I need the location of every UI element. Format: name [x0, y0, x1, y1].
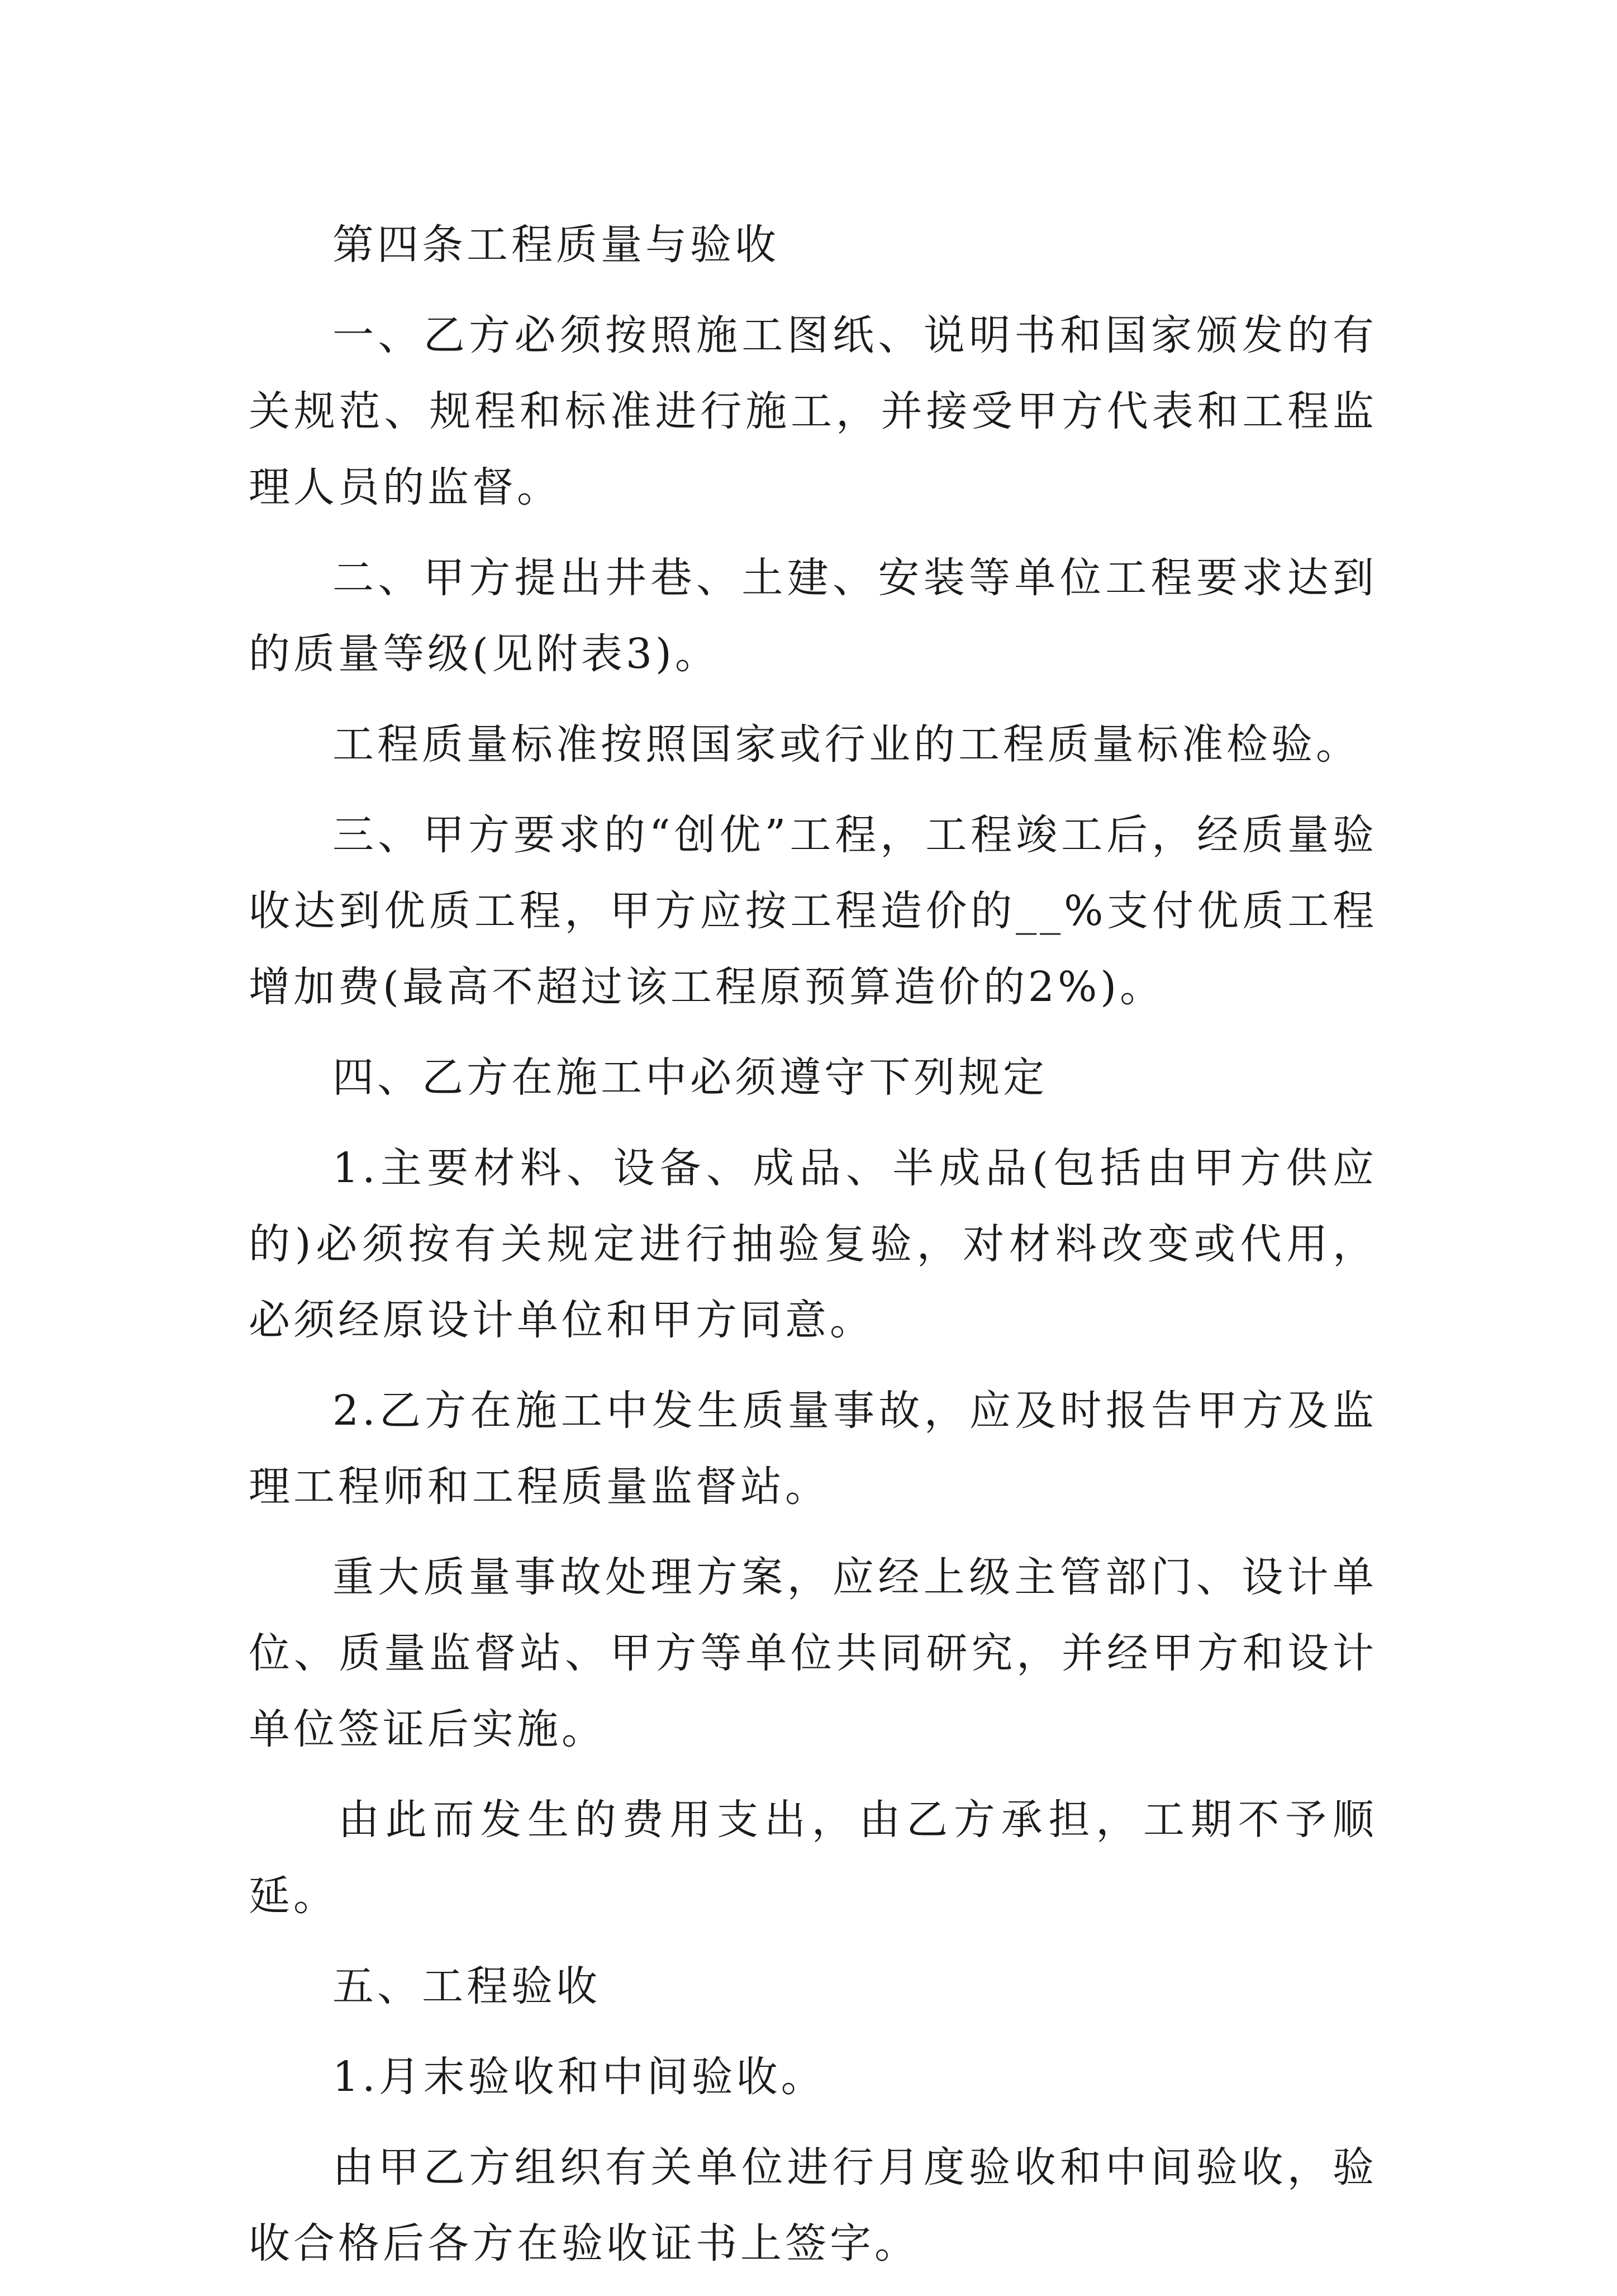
paragraph: 1.月末验收和中间验收。	[332, 2053, 826, 2101]
paragraph: 四、乙方在施工中必须遵守下列规定	[332, 1054, 1048, 1102]
paragraph: 由此而发生的费用支出，由乙方承担，工期不予顺延。	[249, 1796, 1377, 1920]
paragraph: 三、甲方要求的“创优”工程，工程竣工后，经质量验收达到优质工程，甲方应按工程造价的__%支付优质工程增加费(最高不超过该工程原预算造价的2%)。	[249, 811, 1377, 1011]
paragraph: 一、乙方必须按照施工图纸、说明书和国家颁发的有关规范、规程和标准进行施工，并接受甲方代表和工程监理人员的监督。	[249, 311, 1377, 511]
document-body	[249, 207, 1377, 2296]
section-heading: 第四条工程质量与验收	[332, 221, 779, 269]
paragraph: 1.主要材料、设备、成品、半成品(包括由甲方供应的)必须按有关规定进行抽验复验，对材料改变或代用，必须经原设计单位和甲方同意。	[249, 1144, 1377, 1344]
paragraph: 工程质量标准按照国家或行业的工程质量标准检验。	[332, 720, 1361, 769]
paragraph: 二、甲方提出井巷、土建、安装等单位工程要求达到的质量等级(见附表3)。	[249, 554, 1377, 678]
paragraph: 2.乙方在施工中发生质量事故，应及时报告甲方及监理工程师和工程质量监督站。	[249, 1387, 1377, 1511]
paragraph: 重大质量事故处理方案，应经上级主管部门、设计单位、质量监督站、甲方等单位共同研究，并经甲方和设计单位签证后实施。	[249, 1553, 1377, 1753]
paragraph: 由甲乙方组织有关单位进行月度验收和中间验收，验收合格后各方在验收证书上签字。	[249, 2143, 1377, 2267]
paragraph: 五、工程验收	[332, 1962, 601, 2010]
